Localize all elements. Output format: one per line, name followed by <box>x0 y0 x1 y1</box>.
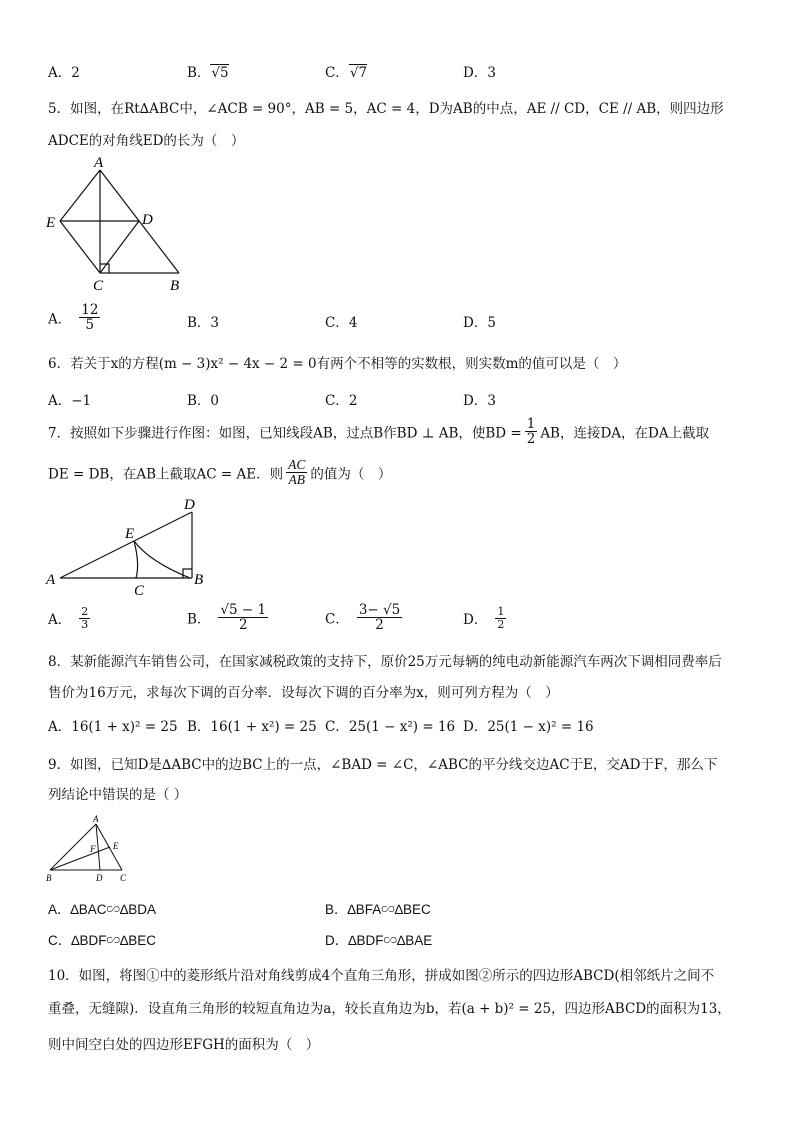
q5-segment-cd <box>100 221 139 273</box>
q6-option-d: D．3 <box>463 393 496 409</box>
q5-option-c: C．4 <box>325 315 358 331</box>
q7-text-line1: 7．按照如下步骤进行作图：如图，已知线段AB，过点B作BD ⊥ AB，使BD = $\frac{1}{2}$ AB，连接DA，在DA上截取 <box>48 416 710 448</box>
q8-option-d: D．25(1 − x)² = 16 <box>463 719 594 735</box>
q6-option-a: A．−1 <box>48 393 92 409</box>
q4-option-c: C．√7 <box>325 65 368 81</box>
q7-label-c: C <box>134 583 145 599</box>
q7-option-a: A． $\frac{2}{3}$ <box>48 605 89 631</box>
q7-label-b: B <box>194 572 204 588</box>
q6-option-c: C．2 <box>325 393 358 409</box>
q5-text-line1: 5．如图，在Rt∆ABC中，∠ACB = 90°，AB = 5，AC = 4，D为AB的中点，AE // CD，CE // AB，则四边形 <box>48 101 724 117</box>
q5-option-a: A． $\frac{12}{5}$ <box>48 302 99 334</box>
q8-option-b: B．16(1 + x²) = 25 <box>187 719 317 735</box>
q9-segment-be <box>50 847 110 870</box>
q5-label-d: D <box>142 212 153 228</box>
q7-arc-de <box>134 541 190 578</box>
q5-option-d: D．5 <box>463 315 496 331</box>
q5-figure <box>40 152 200 297</box>
q5-label-e: E <box>46 215 56 231</box>
q5-text-line2: ADCE的对角线ED的长为（ ） <box>48 133 245 149</box>
q9-option-c: C．∆BDF∽∆BEC <box>48 933 157 948</box>
q9-label-e: E <box>113 841 119 851</box>
q8-text-line1: 8．某新能源汽车销售公司，在国家减税政策的支持下，原价25万元每辆的纯电动新能源汽车两次下调相同费率后 <box>48 654 722 670</box>
q9-label-d: D <box>96 873 103 883</box>
q5-segment-ea <box>60 170 100 221</box>
q8-text-line2: 售价为16万元，求每次下调的百分率．设每次下调的百分率为x，则可列方程为（ ） <box>48 685 559 701</box>
q7-label-a: A <box>46 572 56 588</box>
q9-figure <box>40 812 140 884</box>
q4-option-d: D．3 <box>463 65 496 81</box>
q9-label-c: C <box>120 873 127 883</box>
q4-option-b: B．√5 <box>187 65 229 81</box>
q7-segment-ad <box>60 512 192 578</box>
q9-option-a: A．∆BAC∽∆BDA <box>48 902 157 917</box>
q5-label-c: C <box>93 278 104 294</box>
q9-text-line2: 列结论中错误的是（ ） <box>48 787 188 803</box>
q8-option-c: C．25(1 − x²) = 16 <box>325 719 456 735</box>
q9-label-a: A <box>93 814 99 824</box>
q5-label-b: B <box>170 278 180 294</box>
q7-arc-ac <box>134 541 138 578</box>
q8-option-a: A．16(1 + x)² = 25 <box>48 719 178 735</box>
q9-label-b: B <box>46 873 52 883</box>
q7-option-c: C． $\frac{3- √5}{2}$ <box>325 602 401 634</box>
q5-label-a: A <box>94 155 104 171</box>
q7-option-b: B． $\frac{√5 - 1}{2}$ <box>187 602 267 634</box>
q7-option-d: D． $\frac{1}{2}$ <box>463 605 505 631</box>
q10-text-line2: 重叠，无缝隙)．设直角三角形的较短直角边为a，较长直角边为b，若(a + b)² = 25，四边形ABCD的面积为13， <box>48 1001 731 1017</box>
q9-option-b: B．∆BFA∽∆BEC <box>325 902 431 917</box>
q7-label-d: D <box>184 497 195 513</box>
q9-text-line1: 9．如图，已知D是∆ABC中的边BC上的一点，∠BAD = ∠C，∠ABC的平分线交边AC于E，交AD于F，那么下 <box>48 757 718 773</box>
q9-option-d: D．∆BDF∽∆BAE <box>325 933 433 948</box>
q9-label-f: F <box>90 844 96 854</box>
q5-option-b: B．3 <box>187 315 220 331</box>
q6-option-b: B．0 <box>187 393 220 409</box>
q5-segment-ec <box>60 221 100 273</box>
q4-option-a: A．2 <box>48 65 80 81</box>
q10-text-line1: 10．如图，将图①中的菱形纸片沿对角线剪成4个直角三角形，拼成如图②所示的四边形ABCD(相邻纸片之间不 <box>48 968 715 984</box>
q7-text-line2: DE = DB，在AB上截取AC = AE．则 $\frac{AC}{AB}$ 的值为（ ） <box>48 457 392 488</box>
q7-label-e: E <box>125 526 135 542</box>
q7-figure <box>40 494 215 599</box>
q6-text-line1: 6．若关于x的方程(m − 3)x² − 4x − 2 = 0有两个不相等的实数根，则实数m的值可以是（ ） <box>48 356 627 372</box>
q10-text-line3: 则中间空白处的四边形EFGH的面积为（ ） <box>48 1037 320 1053</box>
